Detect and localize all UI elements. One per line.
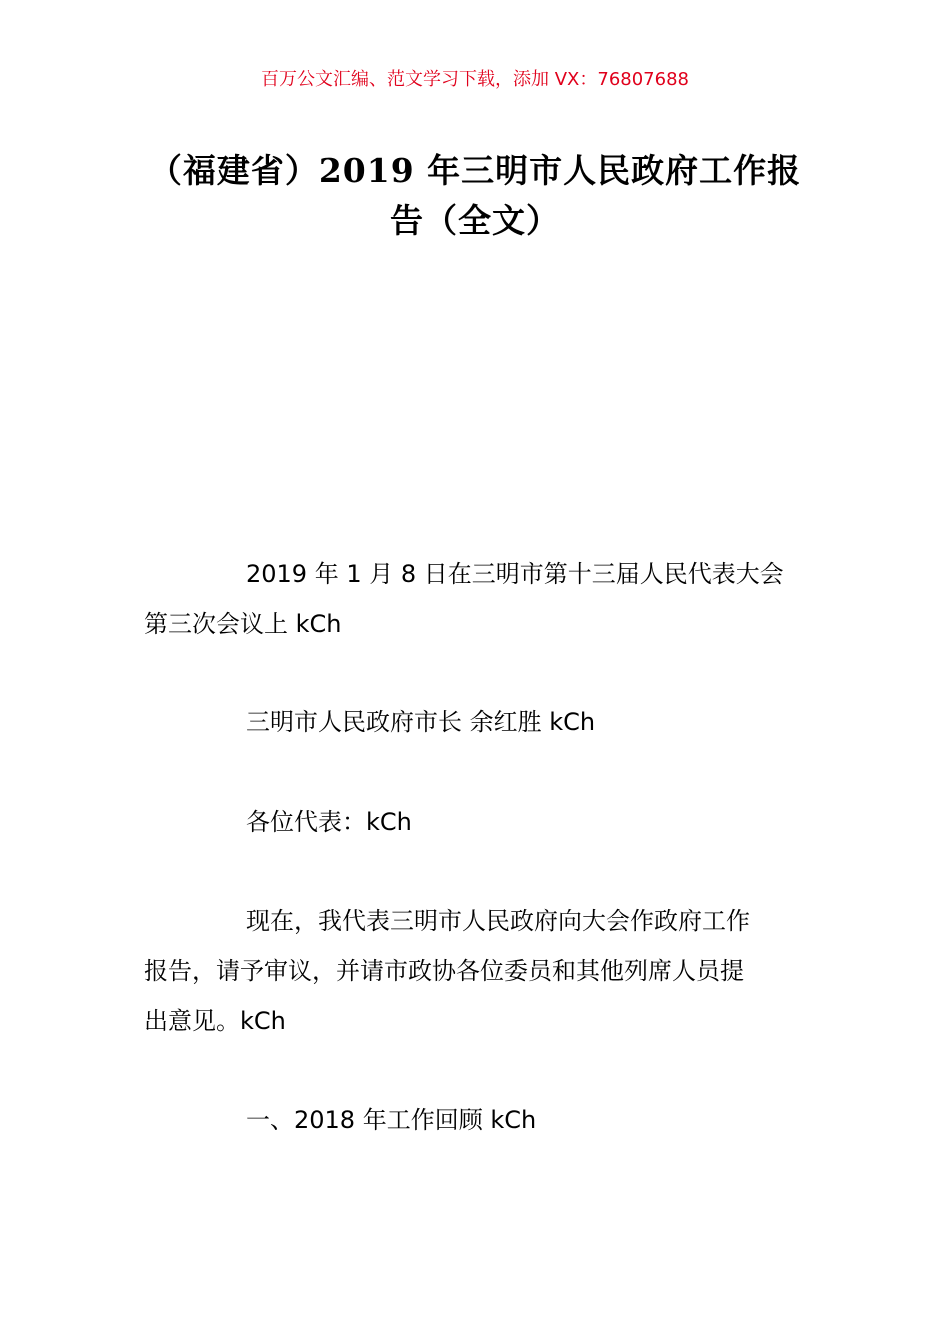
paragraph-date-line-2: 第三次会议上 kCh: [144, 610, 342, 638]
paragraph-speaker: [144, 697, 810, 747]
section-heading-1-line: 一、2018 年工作回顾 kCh: [246, 1106, 537, 1134]
paragraph-greeting: [144, 797, 810, 847]
document-title: [140, 146, 810, 246]
title-line-1: [140, 146, 810, 196]
paragraph-date: [144, 549, 810, 649]
paragraph-intro-line-2: 报告，请予审议，并请市政协各位委员和其他列席人员提: [144, 957, 744, 985]
title-province: （福建省）: [148, 151, 319, 190]
section-heading-1: [144, 1095, 810, 1145]
paragraph-intro-line-3: 出意见。kCh: [144, 1007, 286, 1035]
paragraph-speaker-line: 三明市人民政府市长 余红胜 kCh: [246, 708, 596, 736]
paragraph-intro-line-1: 现在，我代表三明市人民政府向大会作政府工作: [246, 907, 750, 935]
paragraph-intro: [144, 896, 810, 1046]
watermark-banner: 百万公文汇编、范文学习下载，添加 VX：76807688: [261, 69, 689, 90]
title-main: 年三明市人民政府工作报: [414, 151, 802, 190]
paragraph-greeting-line: 各位代表：kCh: [246, 808, 412, 836]
title-line-2: 告（全文）: [390, 201, 560, 240]
title-year: 2019: [318, 151, 415, 190]
paragraph-date-line-1: 2019 年 1 月 8 日在三明市第十三届人民代表大会: [246, 560, 784, 588]
